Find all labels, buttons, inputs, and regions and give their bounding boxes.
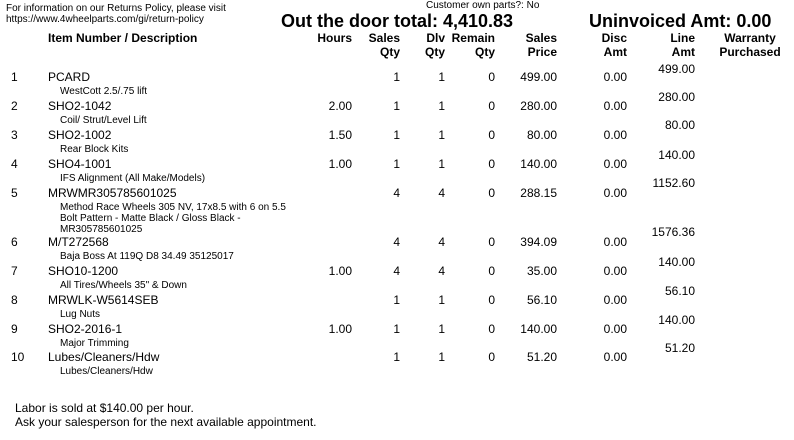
- dlv-qty: 1: [438, 157, 445, 171]
- line-amt: 56.10: [664, 284, 695, 298]
- header-sales-price-1: Sales: [525, 31, 557, 45]
- sales-price: 499.00: [520, 70, 557, 84]
- item-description: Method Race Wheels 305 NV, 17x8.5 with 6 on 5.5: [60, 202, 286, 213]
- dlv-qty: 4: [438, 264, 445, 278]
- dlv-qty: 1: [438, 322, 445, 336]
- header-sales-price-2: Price: [527, 45, 557, 59]
- customer-own-parts: Customer own parts?: No: [426, 0, 540, 11]
- header-disc-amt-2: Amt: [603, 45, 627, 59]
- header-warranty-1: Warranty: [724, 31, 776, 45]
- sales-price: 140.00: [520, 322, 557, 336]
- dlv-qty: 1: [438, 70, 445, 84]
- item-description: All Tires/Wheels 35" & Down: [60, 280, 187, 291]
- dlv-qty: 4: [438, 186, 445, 200]
- row-number: 10: [11, 350, 25, 364]
- hours: 1.00: [328, 157, 352, 171]
- dlv-qty: 1: [438, 128, 445, 142]
- sales-price: 280.00: [520, 99, 557, 113]
- item-description-line3: MR305785601025: [60, 224, 143, 235]
- item-number: SHO2-1042: [48, 99, 112, 113]
- remain-qty: 0: [488, 128, 495, 142]
- line-amt: 280.00: [658, 90, 695, 104]
- item-number: MRWMR305785601025: [48, 186, 177, 200]
- item-number: M/T272568: [48, 235, 109, 249]
- row-number: 3: [11, 128, 18, 142]
- line-amt: 1576.36: [651, 225, 695, 239]
- sales-qty: 1: [393, 350, 400, 364]
- sales-qty: 4: [393, 186, 400, 200]
- sales-qty: 4: [393, 264, 400, 278]
- row-number: 9: [11, 322, 18, 336]
- line-amt: 1152.60: [652, 176, 695, 190]
- sales-price: 51.20: [526, 350, 557, 364]
- hours: 1.00: [328, 264, 352, 278]
- remain-qty: 0: [488, 264, 495, 278]
- sales-qty: 1: [393, 70, 400, 84]
- hours: 1.00: [328, 322, 352, 336]
- disc-amt: 0.00: [603, 350, 627, 364]
- remain-qty: 0: [488, 350, 495, 364]
- row-number: 5: [11, 186, 18, 200]
- disc-amt: 0.00: [603, 128, 627, 142]
- sales-qty: 1: [393, 99, 400, 113]
- remain-qty: 0: [488, 293, 495, 307]
- header-line-amt-1: Line: [670, 31, 695, 45]
- line-amt: 499.00: [658, 62, 695, 76]
- line-amt: 140.00: [658, 255, 695, 269]
- remain-qty: 0: [488, 157, 495, 171]
- item-description: Coil/ Strut/Level Lift: [60, 115, 147, 126]
- dlv-qty: 1: [438, 350, 445, 364]
- remain-qty: 0: [488, 99, 495, 113]
- item-number: SHO10-1200: [48, 264, 119, 278]
- item-number: Lubes/Cleaners/Hdw: [48, 350, 160, 364]
- disc-amt: 0.00: [603, 322, 627, 336]
- item-number: SHO2-1002: [48, 128, 112, 142]
- disc-amt: 0.00: [603, 99, 627, 113]
- disc-amt: 0.00: [603, 186, 627, 200]
- line-amt: 80.00: [664, 118, 695, 132]
- header-dlv-qty-2: Qty: [424, 45, 445, 59]
- sales-price: 80.00: [526, 128, 557, 142]
- header-line-amt-2: Amt: [671, 45, 695, 59]
- item-description: IFS Alignment (All Make/Models): [60, 173, 206, 184]
- hours: 2.00: [328, 99, 352, 113]
- item-number: PCARD: [48, 70, 91, 84]
- item-description: Rear Block Kits: [60, 144, 129, 155]
- disc-amt: 0.00: [603, 70, 627, 84]
- appointment-note: Ask your salesperson for the next available appointment.: [15, 415, 317, 429]
- dlv-qty: 4: [438, 235, 445, 249]
- disc-amt: 0.00: [603, 264, 627, 278]
- item-description: Baja Boss At 119Q D8 34.49 35125017: [60, 251, 234, 262]
- row-number: 2: [11, 99, 18, 113]
- uninvoiced-amount: Uninvoiced Amt: 0.00: [589, 11, 772, 31]
- item-number: SHO2-2016-1: [48, 322, 123, 336]
- remain-qty: 0: [488, 186, 495, 200]
- sales-price: 394.09: [520, 235, 557, 249]
- sales-qty: 4: [393, 235, 400, 249]
- sales-price: 56.10: [526, 293, 557, 307]
- disc-amt: 0.00: [603, 235, 627, 249]
- header-remain-qty-1: Remain: [451, 31, 495, 45]
- row-number: 1: [11, 70, 18, 84]
- row-number: 6: [11, 235, 18, 249]
- sales-qty: 1: [393, 293, 400, 307]
- header-disc-amt-1: Disc: [601, 31, 627, 45]
- item-description: WestCott 2.5/.75 lift: [60, 86, 148, 97]
- sales-price: 288.15: [520, 186, 557, 200]
- item-number: SHO4-1001: [48, 157, 112, 171]
- disc-amt: 0.00: [603, 293, 627, 307]
- returns-policy-text: For information on our Returns Policy, please visit: [6, 3, 226, 14]
- sales-qty: 1: [393, 322, 400, 336]
- dlv-qty: 1: [438, 293, 445, 307]
- header-item: Item Number / Description: [48, 31, 198, 45]
- header-warranty-2: Purchased: [719, 45, 781, 59]
- row-number: 7: [11, 264, 18, 278]
- remain-qty: 0: [488, 322, 495, 336]
- out-the-door-total: Out the door total: 4,410.83: [281, 11, 514, 31]
- sales-price: 140.00: [520, 157, 557, 171]
- item-number: MRWLK-W5614SEB: [48, 293, 159, 307]
- hours: 1.50: [328, 128, 352, 142]
- item-description-line2: Bolt Pattern - Matte Black / Gloss Black -: [60, 213, 241, 224]
- returns-policy-url[interactable]: https://www.4wheelparts.com/gi/return-policy: [6, 14, 204, 25]
- sales-qty: 1: [393, 128, 400, 142]
- sales-qty: 1: [393, 157, 400, 171]
- item-description: Lug Nuts: [60, 309, 101, 320]
- header-hours: Hours: [317, 31, 352, 45]
- header-remain-qty-2: Qty: [474, 45, 495, 59]
- line-amt: 51.20: [664, 341, 695, 355]
- item-description: Lubes/Cleaners/Hdw: [60, 366, 153, 377]
- dlv-qty: 1: [438, 99, 445, 113]
- row-number: 4: [11, 157, 18, 171]
- remain-qty: 0: [488, 235, 495, 249]
- labor-rate-note: Labor is sold at $140.00 per hour.: [15, 401, 194, 415]
- header-sales-qty-2: Qty: [379, 45, 400, 59]
- disc-amt: 0.00: [603, 157, 627, 171]
- line-amt: 140.00: [658, 148, 695, 162]
- remain-qty: 0: [488, 70, 495, 84]
- line-amt: 140.00: [658, 313, 695, 327]
- sales-price: 35.00: [526, 264, 557, 278]
- header-sales-qty-1: Sales: [368, 31, 400, 45]
- item-description: Major Trimming: [60, 338, 129, 349]
- row-number: 8: [11, 293, 18, 307]
- header-dlv-qty-1: Dlv: [426, 31, 445, 45]
